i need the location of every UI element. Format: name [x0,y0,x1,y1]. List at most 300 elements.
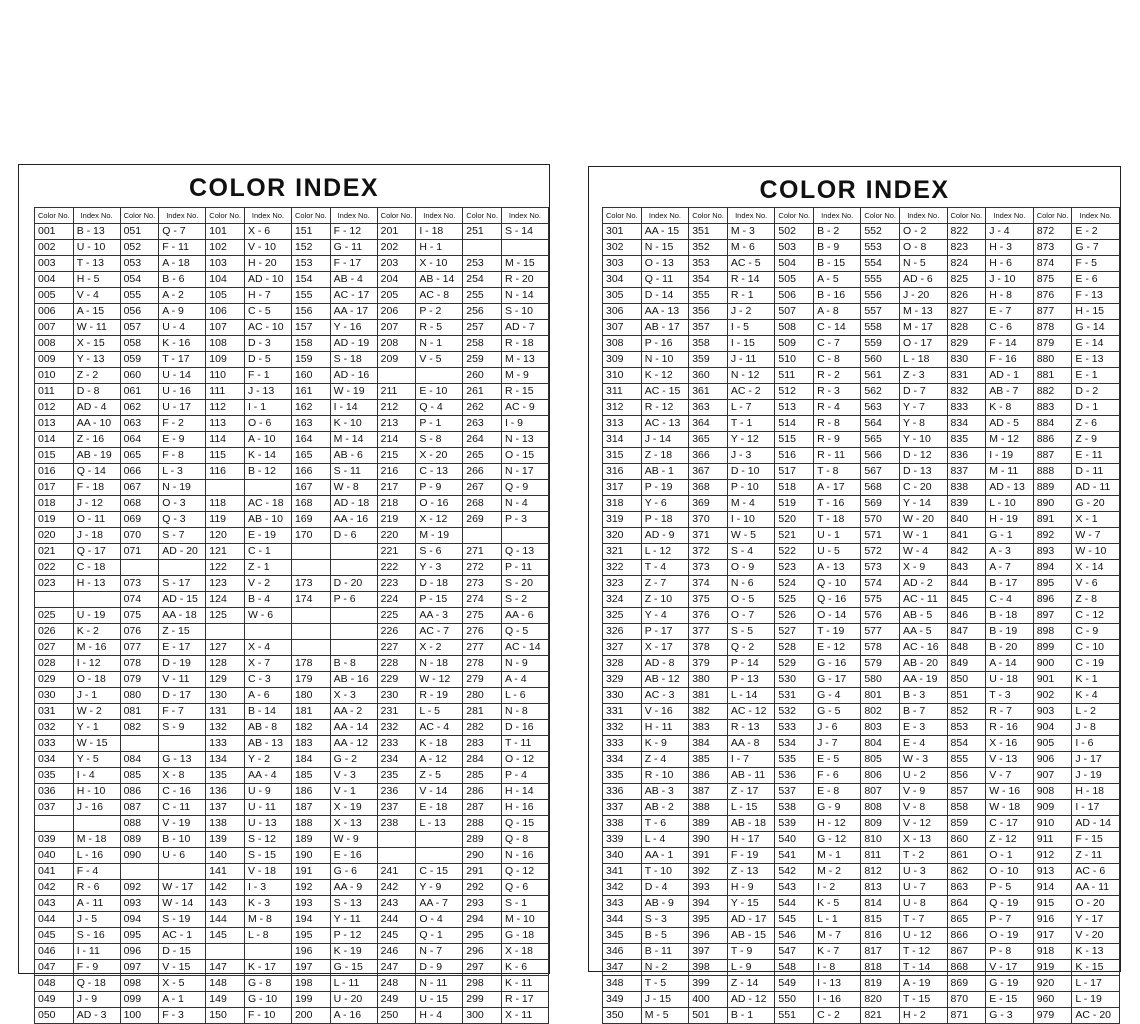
color-no-cell: 151 [291,224,330,240]
table-row [603,880,1120,896]
index-no-cell: D - 5 [244,352,291,368]
color-no-cell: 257 [463,320,502,336]
index-no-cell: S - 8 [416,432,463,448]
color-no-cell: 292 [463,880,502,896]
index-no-cell: L - 8 [244,928,291,944]
color-no-cell: 228 [377,656,416,672]
table-row [35,672,549,688]
color-no-cell: 534 [775,736,814,752]
index-no-cell: M - 4 [727,496,775,512]
color-no-cell: 008 [35,336,74,352]
color-no-cell: 388 [689,800,728,816]
index-no-cell: B - 19 [986,624,1034,640]
index-no-cell: X - 1 [1072,512,1120,528]
table-body [603,224,1120,1024]
index-no-cell: AA - 2 [330,704,377,720]
index-no-cell: N - 10 [641,352,689,368]
color-no-cell: 101 [206,224,245,240]
index-no-cell: J - 1 [73,688,120,704]
index-no-cell: F - 17 [330,256,377,272]
color-no-cell: 235 [377,768,416,784]
color-no-cell: 046 [35,944,74,960]
color-no-cell: 300 [463,1008,502,1024]
index-no-cell: M - 2 [814,864,861,880]
color-no-cell: 878 [1033,320,1072,336]
index-no-cell [416,368,463,384]
index-no-cell: P - 12 [330,928,377,944]
index-no-cell: O - 1 [986,848,1034,864]
color-no-cell: 291 [463,864,502,880]
index-no-cell: Y - 16 [330,320,377,336]
index-no-cell: R - 13 [727,720,775,736]
color-no-cell: 354 [689,272,728,288]
index-no-cell [330,640,377,656]
color-no-cell: 571 [861,528,900,544]
index-no-cell: G - 4 [814,688,861,704]
color-no-cell: 268 [463,496,502,512]
color-no-cell: 032 [35,720,74,736]
color-no-cell: 867 [947,944,986,960]
color-no-cell: 013 [35,416,74,432]
color-no-cell: 025 [35,608,74,624]
color-no-cell: 353 [689,256,728,272]
table-row [35,480,549,496]
color-no-cell: 514 [775,416,814,432]
color-no-cell: 113 [206,416,245,432]
color-no-cell: 521 [775,528,814,544]
index-no-cell: R - 15 [501,384,548,400]
index-no-cell: AC - 3 [641,688,689,704]
index-no-cell: K - 16 [159,336,206,352]
table-row [35,320,549,336]
color-no-cell: 550 [775,992,814,1008]
index-no-cell: C - 2 [814,1008,861,1024]
color-no-cell: 852 [947,704,986,720]
color-no-cell: 519 [775,496,814,512]
color-no-cell: 399 [689,976,728,992]
color-no-cell: 840 [947,512,986,528]
index-no-cell: V - 1 [330,784,377,800]
color-no-cell: 337 [603,800,642,816]
color-no-cell: 114 [206,432,245,448]
table-row [35,832,549,848]
color-no-cell: 508 [775,320,814,336]
index-no-cell: A - 14 [986,656,1034,672]
table-row [603,560,1120,576]
index-no-cell: V - 10 [244,240,291,256]
color-no-cell: 905 [1033,736,1072,752]
color-no-cell: 896 [1033,592,1072,608]
column-header-index-no: Index No. [330,208,377,224]
color-no-cell: 357 [689,320,728,336]
color-no-cell: 145 [206,928,245,944]
index-no-cell: H - 3 [986,240,1034,256]
color-no-cell: 525 [775,592,814,608]
color-no-cell: 135 [206,768,245,784]
color-no-cell: 527 [775,624,814,640]
index-no-cell: S - 1 [501,896,548,912]
index-no-cell [330,560,377,576]
color-no-cell: 516 [775,448,814,464]
index-no-cell: AA - 6 [501,608,548,624]
index-no-cell: P - 18 [641,512,689,528]
index-no-cell: I - 6 [1072,736,1120,752]
index-no-cell: V - 20 [1072,928,1120,944]
color-no-cell: 232 [377,720,416,736]
index-no-cell: V - 16 [641,704,689,720]
index-no-cell: J - 17 [1072,752,1120,768]
index-no-cell: K - 14 [244,448,291,464]
table-row [35,1008,549,1024]
color-no-cell: 197 [291,960,330,976]
color-no-cell: 860 [947,832,986,848]
color-no-cell: 322 [603,560,642,576]
color-no-cell: 912 [1033,848,1072,864]
color-no-cell [120,864,159,880]
color-no-cell: 311 [603,384,642,400]
index-no-cell: S - 15 [244,848,291,864]
index-no-cell: I - 3 [244,880,291,896]
index-no-cell: S - 20 [501,576,548,592]
color-no-cell: 351 [689,224,728,240]
table-row [35,400,549,416]
color-no-cell: 080 [120,688,159,704]
color-no-cell: 090 [120,848,159,864]
index-no-cell: Z - 9 [1072,432,1120,448]
index-no-cell [244,944,291,960]
color-no-cell: 888 [1033,464,1072,480]
color-no-cell: 557 [861,304,900,320]
color-no-cell: 396 [689,928,728,944]
table-row [603,656,1120,672]
color-no-cell: 129 [206,672,245,688]
color-no-cell: 093 [120,896,159,912]
color-no-cell: 051 [120,224,159,240]
color-no-cell: 066 [120,464,159,480]
color-no-cell: 042 [35,880,74,896]
index-no-cell: T - 18 [814,512,861,528]
index-no-cell: B - 2 [814,224,861,240]
index-no-cell: Q - 5 [501,624,548,640]
color-no-cell: 128 [206,656,245,672]
index-no-cell: S - 6 [416,544,463,560]
color-no-cell: 506 [775,288,814,304]
index-no-cell: B - 14 [244,704,291,720]
color-no-cell: 264 [463,432,502,448]
table-row [603,672,1120,688]
color-no-cell: 332 [603,720,642,736]
color-no-cell: 092 [120,880,159,896]
index-no-cell: L - 13 [416,816,463,832]
index-no-cell: AC - 5 [727,256,775,272]
color-no-cell: 567 [861,464,900,480]
color-no-cell: 807 [861,784,900,800]
column-header-index-no: Index No. [641,208,689,224]
index-no-cell: Q - 11 [641,272,689,288]
index-no-cell: Y - 10 [900,432,948,448]
color-no-cell: 377 [689,624,728,640]
color-no-cell: 043 [35,896,74,912]
color-no-cell: 003 [35,256,74,272]
index-no-cell: AD - 12 [727,992,775,1008]
color-no-cell: 889 [1033,480,1072,496]
color-no-cell: 868 [947,960,986,976]
index-no-cell: V - 9 [900,784,948,800]
index-no-cell: A - 5 [814,272,861,288]
table-row [603,720,1120,736]
color-no-cell: 502 [775,224,814,240]
index-no-cell: Y - 2 [244,752,291,768]
index-no-cell: O - 19 [986,928,1034,944]
index-no-cell: S - 17 [159,576,206,592]
index-no-cell: W - 12 [416,672,463,688]
color-no-cell: 511 [775,368,814,384]
index-no-cell: S - 12 [244,832,291,848]
color-no-cell: 074 [120,592,159,608]
color-no-cell: 058 [120,336,159,352]
color-no-cell: 136 [206,784,245,800]
color-no-cell: 246 [377,944,416,960]
color-no-cell: 857 [947,784,986,800]
color-no-cell: 318 [603,496,642,512]
index-no-cell: S - 9 [159,720,206,736]
index-no-cell: P - 4 [501,768,548,784]
index-no-cell: E - 12 [814,640,861,656]
color-no-cell: 015 [35,448,74,464]
table-row [603,640,1120,656]
index-no-cell: M - 10 [501,912,548,928]
index-no-cell: T - 1 [727,416,775,432]
color-no-cell: 817 [861,944,900,960]
color-no-cell: 054 [120,272,159,288]
panel-title: COLOR INDEX [188,174,380,202]
index-no-cell: V - 11 [159,672,206,688]
color-no-cell: 904 [1033,720,1072,736]
color-no-cell: 166 [291,464,330,480]
color-no-cell: 027 [35,640,74,656]
index-no-cell: H - 11 [641,720,689,736]
color-no-cell: 203 [377,256,416,272]
table-row [603,400,1120,416]
table-row [603,896,1120,912]
index-no-cell: Q - 13 [501,544,548,560]
color-no-cell: 805 [861,752,900,768]
color-no-cell: 562 [861,384,900,400]
index-no-cell: O - 13 [641,256,689,272]
index-no-cell: K - 18 [416,736,463,752]
index-no-cell: P - 19 [641,480,689,496]
color-no-cell: 572 [861,544,900,560]
color-no-cell: 181 [291,704,330,720]
index-no-cell: B - 7 [900,704,948,720]
index-no-cell: T - 11 [501,736,548,752]
color-no-cell: 293 [463,896,502,912]
color-no-cell: 829 [947,336,986,352]
index-no-cell: M - 17 [900,320,948,336]
color-index-table [602,207,1120,1024]
color-no-cell: 064 [120,432,159,448]
table-row [603,624,1120,640]
index-no-cell: G - 5 [814,704,861,720]
color-no-cell: 009 [35,352,74,368]
index-no-cell: T - 2 [900,848,948,864]
color-no-cell: 148 [206,976,245,992]
color-no-cell: 261 [463,384,502,400]
color-no-cell: 209 [377,352,416,368]
column-header-index-no: Index No. [1072,208,1120,224]
table-row [603,912,1120,928]
index-no-cell: P - 14 [727,656,775,672]
index-no-cell: N - 18 [416,656,463,672]
color-no-cell: 110 [206,368,245,384]
color-no-cell: 918 [1033,944,1072,960]
color-no-cell: 259 [463,352,502,368]
color-no-cell: 897 [1033,608,1072,624]
color-no-cell: 116 [206,464,245,480]
table-row [603,352,1120,368]
index-no-cell: M - 13 [501,352,548,368]
index-no-cell: AC - 9 [501,400,548,416]
index-no-cell: H - 4 [416,1008,463,1024]
index-no-cell: R - 18 [501,336,548,352]
color-no-cell: 908 [1033,784,1072,800]
color-no-cell: 882 [1033,384,1072,400]
index-no-cell: Q - 4 [416,400,463,416]
index-no-cell: J - 14 [641,432,689,448]
index-no-cell: AB - 14 [416,272,463,288]
index-no-cell: C - 16 [159,784,206,800]
color-no-cell: 195 [291,928,330,944]
index-no-cell: I - 18 [416,224,463,240]
index-no-cell: J - 3 [727,448,775,464]
index-no-cell: T - 3 [986,688,1034,704]
color-no-cell: 194 [291,912,330,928]
column-header-index-no: Index No. [501,208,548,224]
index-no-cell: H - 9 [727,880,775,896]
color-no-cell: 050 [35,1008,74,1024]
color-no-cell: 313 [603,416,642,432]
index-no-cell: D - 12 [900,448,948,464]
index-no-cell: R - 4 [814,400,861,416]
index-no-cell: AB - 4 [330,272,377,288]
color-no-cell: 061 [120,384,159,400]
color-no-cell: 343 [603,896,642,912]
color-no-cell: 876 [1033,288,1072,304]
index-no-cell: O - 20 [1072,896,1120,912]
index-no-cell: F - 1 [244,368,291,384]
color-no-cell: 263 [463,416,502,432]
color-no-cell: 104 [206,272,245,288]
index-no-cell: C - 14 [814,320,861,336]
color-no-cell: 384 [689,736,728,752]
color-no-cell: 566 [861,448,900,464]
index-no-cell: AD - 13 [986,480,1034,496]
index-no-cell: T - 5 [641,976,689,992]
index-no-cell: AC - 8 [416,288,463,304]
color-no-cell: 206 [377,304,416,320]
color-no-cell: 028 [35,656,74,672]
color-no-cell: 345 [603,928,642,944]
color-no-cell: 007 [35,320,74,336]
color-no-cell: 855 [947,752,986,768]
table-row [35,448,549,464]
color-no-cell: 310 [603,368,642,384]
index-no-cell: K - 19 [330,944,377,960]
index-no-cell: M - 1 [814,848,861,864]
color-no-cell: 077 [120,640,159,656]
index-no-cell: W - 9 [330,832,377,848]
index-no-cell [159,736,206,752]
color-no-cell: 847 [947,624,986,640]
index-no-cell: AA - 11 [1072,880,1120,896]
table-row [603,944,1120,960]
table-row [35,560,549,576]
table-row [603,1008,1120,1024]
index-no-cell: C - 5 [244,304,291,320]
index-no-cell: X - 5 [159,976,206,992]
index-no-cell: V - 6 [1072,576,1120,592]
index-no-cell: W - 18 [986,800,1034,816]
color-no-cell: 380 [689,672,728,688]
color-no-cell: 109 [206,352,245,368]
color-no-cell: 281 [463,704,502,720]
index-no-cell: C - 18 [73,560,120,576]
index-no-cell: A - 9 [159,304,206,320]
color-no-cell: 018 [35,496,74,512]
table-row [35,368,549,384]
color-no-cell [291,560,330,576]
color-no-cell: 159 [291,352,330,368]
index-no-cell: Z - 15 [159,624,206,640]
color-no-cell: 880 [1033,352,1072,368]
index-no-cell: X - 7 [244,656,291,672]
index-no-cell: S - 10 [501,304,548,320]
index-no-cell: A - 16 [330,1008,377,1024]
color-no-cell: 279 [463,672,502,688]
color-no-cell: 815 [861,912,900,928]
index-no-cell: B - 5 [641,928,689,944]
table-row [603,976,1120,992]
index-no-cell: J - 11 [727,352,775,368]
index-no-cell: E - 3 [900,720,948,736]
color-no-cell: 055 [120,288,159,304]
color-no-cell: 538 [775,800,814,816]
color-no-cell: 334 [603,752,642,768]
index-no-cell: AA - 3 [416,608,463,624]
index-no-cell: H - 16 [501,800,548,816]
color-no-cell: 547 [775,944,814,960]
color-no-cell: 843 [947,560,986,576]
color-no-cell: 040 [35,848,74,864]
color-no-cell: 507 [775,304,814,320]
color-no-cell: 842 [947,544,986,560]
color-no-cell: 132 [206,720,245,736]
index-no-cell: AC - 10 [244,320,291,336]
color-no-cell: 222 [377,560,416,576]
color-no-cell: 979 [1033,1008,1072,1024]
color-no-cell: 331 [603,704,642,720]
color-no-cell: 820 [861,992,900,1008]
color-no-cell: 256 [463,304,502,320]
color-no-cell: 873 [1033,240,1072,256]
color-no-cell: 890 [1033,496,1072,512]
index-no-cell: R - 1 [727,288,775,304]
index-no-cell: L - 1 [814,912,861,928]
table-row [603,704,1120,720]
column-header-color-no: Color No. [206,208,245,224]
color-no-cell: 096 [120,944,159,960]
color-no-cell: 393 [689,880,728,896]
